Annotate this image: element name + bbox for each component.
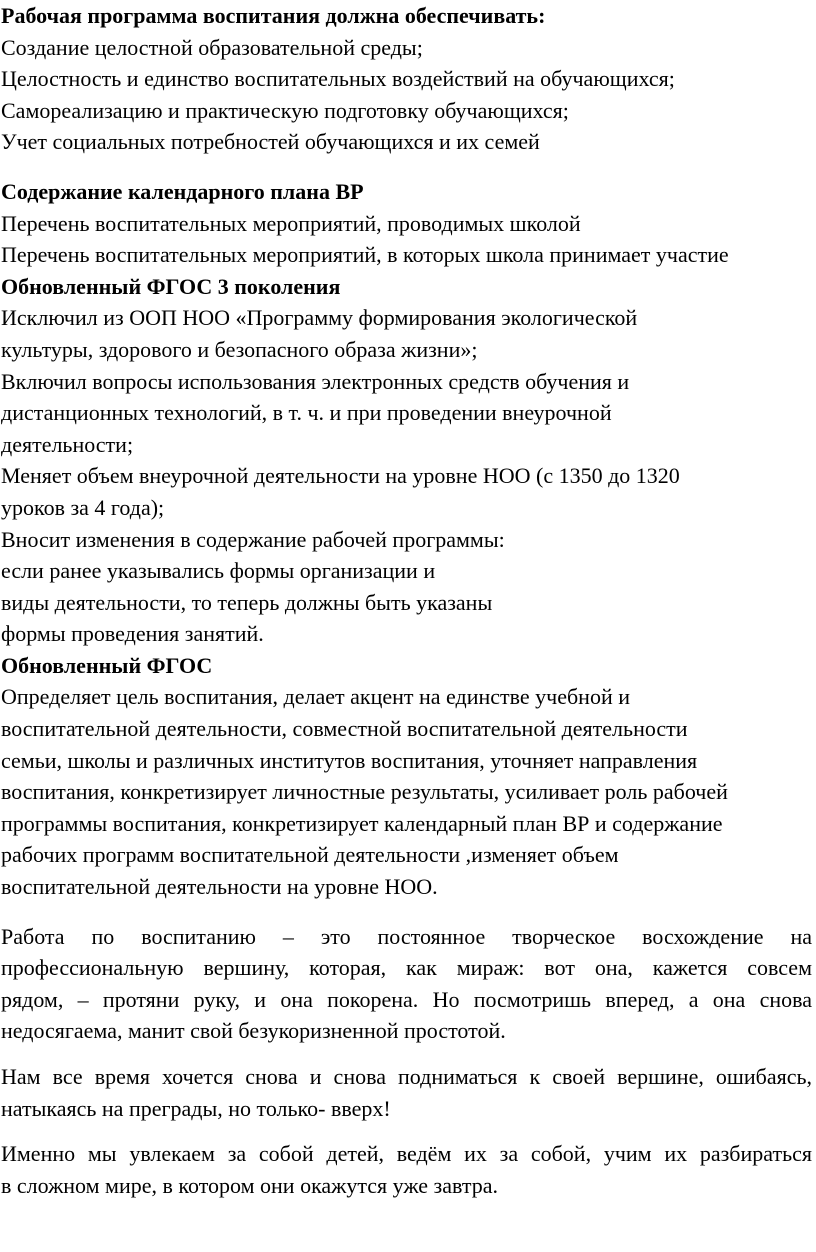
paragraph-striving-upward (1, 1061, 812, 1124)
text-line: деятельности; (1, 431, 134, 457)
list-item: Целостность и единство воспитательных воздействий на обучающихся; (1, 66, 675, 92)
list-item: Перечень воспитательных мероприятий, в которых школа принимает участие (1, 242, 729, 268)
text-line: натыкаясь на преграды, но только- вверх! (1, 1095, 391, 1121)
text-line: недосягаема, манит свой безукоризненной простотой. (1, 1018, 506, 1044)
text-line: виды деятельности, то теперь должны быть указаны (1, 589, 493, 615)
list-item: Создание целостной образовательной среды; (1, 34, 423, 60)
text-line: профессиональную вершину, которая, как мираж: вот она, кажется совсем (1, 955, 812, 981)
text-line: дистанционных технологий, в т. ч. и при проведении внеурочной (1, 400, 612, 426)
section-heading: Обновленный ФГОС 3 поколения (1, 273, 341, 299)
section-heading: Содержание календарного плана ВР (1, 178, 364, 204)
list-item: Самореализацию и практическую подготовку обучающихся; (1, 97, 569, 123)
text-line: Исключил из ООП НОО «Программу формирования экологической (1, 305, 638, 331)
text-line: Нам все время хочется снова и снова подниматься к своей вершине, ошибаясь, (1, 1064, 812, 1089)
text-line: Определяет цель воспитания, делает акцент на единстве учебной и (1, 684, 630, 710)
text-line: программы воспитания, конкретизирует календарный план ВР и содержание (1, 810, 723, 836)
text-line: Работа по воспитанию – это постоянное творческое восхождение на (1, 923, 812, 949)
text-line: семьи, школы и различных институтов воспитания, уточняет направления (1, 747, 698, 773)
section-fgos-3 (1, 271, 816, 650)
text-line: уроков за 4 года); (1, 494, 165, 520)
text-line: культуры, здорового и безопасного образа жизни»; (1, 336, 478, 362)
list-item: Перечень воспитательных мероприятий, проводимых школой (1, 210, 581, 236)
text-line: формы проведения занятий. (1, 621, 264, 647)
section-calendar-plan (1, 176, 816, 271)
text-line: Именно мы увлекаем за собой детей, ведём их за собой, учим их разбираться (1, 1141, 812, 1167)
text-line: Вносит изменения в содержание рабочей программы: (1, 526, 505, 552)
section-fgos (1, 650, 816, 903)
text-line: рядом, – протяни руку, и она покорена. Но посмотришь вперед, а она снова (1, 986, 812, 1012)
spacer (1, 1124, 816, 1138)
section-education-program (1, 0, 816, 158)
spacer (1, 1047, 816, 1061)
text-line: Меняет объем внеурочной деятельности на уровне НОО (с 1350 до 1320 (1, 463, 680, 489)
spacer (1, 903, 816, 921)
spacer (1, 158, 816, 176)
list-item: Учет социальных потребностей обучающихся и их семей (1, 129, 540, 155)
text-line: если ранее указывались формы организации и (1, 558, 436, 584)
section-heading: Обновленный ФГОС (1, 652, 213, 678)
text-line: воспитания, конкретизирует личностные результаты, усиливает роль рабочей (1, 779, 728, 805)
paragraph-leading-children (1, 1138, 812, 1201)
text-line: воспитательной деятельности на уровне НОО. (1, 874, 438, 900)
text-line: рабочих программ воспитательной деятельности ,изменяет объем (1, 842, 619, 868)
section-heading: Рабочая программа воспитания должна обеспечивать: (1, 3, 546, 28)
text-line: в сложном мире, в котором они окажутся уже завтра. (1, 1172, 498, 1198)
paragraph-upbringing-work (1, 921, 812, 1047)
text-line: Включил вопросы использования электронных средств обучения и (1, 368, 630, 394)
text-line: воспитательной деятельности, совместной воспитательной деятельности (1, 716, 688, 742)
